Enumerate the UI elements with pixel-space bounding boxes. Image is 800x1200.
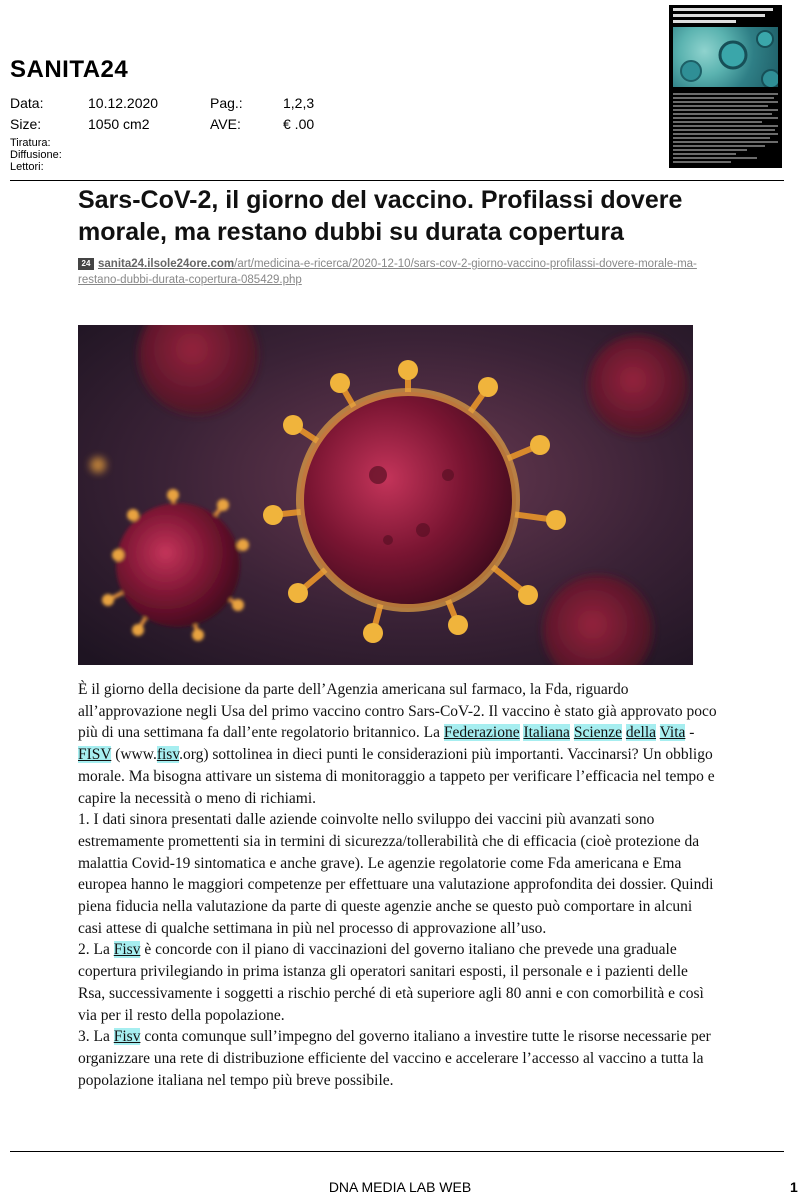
tiratura-label: Tiratura: — [10, 137, 51, 149]
link-fisv-url[interactable]: fisv — [156, 746, 180, 764]
date-label: Data: — [10, 95, 44, 111]
lettori-label: Lettori: — [10, 161, 44, 173]
footer-agency: DNA MEDIA LAB WEB — [328, 1179, 472, 1195]
diffusione-label: Diffusione: — [10, 149, 62, 161]
url-host[interactable]: sanita24.ilsole24ore.com — [98, 258, 235, 270]
thumbnail-title-lines — [673, 8, 778, 26]
paragraph-point-3: 3. La Fisv conta comunque sull’impegno del governo italiano a investire tutte le risorse necessarie per organizzare una rete di distribuzione efficiente del vaccino e accelerare l’accesso al vaccino a tutta la popolazione italiana nel tempo più breve possibile. — [78, 1028, 711, 1089]
page-value: 1,2,3 — [283, 95, 315, 111]
footer-divider — [10, 1151, 784, 1152]
thumbnail-text-lines — [673, 93, 778, 165]
date-value: 10.12.2020 — [88, 95, 159, 111]
link-fisv[interactable]: FISV — [78, 746, 112, 764]
article-photo-virus — [78, 325, 693, 665]
article-headline: Sars-CoV-2, il giorno del vaccino. Profilassi dovere morale, ma restano dubbi su durata copertura — [78, 186, 683, 246]
paragraph-intro: È il giorno della decisione da parte dell’Agenzia americana sul farmaco, la Fda, riguardo all’approvazione negli Usa del primo vaccino contro Sars-CoV-2. Il vaccino è stato già approvato poco più di una settimana fa dall’ente regolatorio britannico. La Federazione Italiana Scienze della Vita - FISV (www.fisv.org) sottolinea in dieci punti le considerazioni più importanti. Vaccinarsi? Un obbligo morale. Ma bisogna attivare un sistema di monitoraggio a tappeto per verificare l’efficacia nel tempo e capire la necessità o meno di richiami. — [78, 681, 717, 807]
link-della[interactable]: della — [625, 724, 657, 742]
size-value: 1050 cm2 — [88, 116, 150, 132]
link-italiana[interactable]: Italiana — [523, 724, 570, 742]
ave-value: € .00 — [283, 116, 315, 132]
link-federazione[interactable]: Federazione — [443, 724, 520, 742]
thumbnail-virus-graphic — [673, 27, 778, 87]
link-vita[interactable]: Vita — [659, 724, 686, 742]
page-label: Pag.: — [210, 95, 243, 111]
url-path[interactable]: /art/medicina-e-ricerca/2020-12-10/sars-cov-2-giorno-vaccino-profilassi-dovere-morale-ma-restano-dubbi-durata-copertura-085429.php — [78, 258, 697, 286]
source-logo-icon: 24 — [78, 258, 94, 270]
header-divider — [10, 180, 784, 181]
page-thumbnail[interactable] — [669, 5, 782, 168]
article-source-link[interactable] — [78, 256, 698, 288]
ave-label: AVE: — [210, 116, 241, 132]
thumbnail-image — [673, 27, 778, 87]
paragraph-point-2: 2. La Fisv è concorde con il piano di vaccinazioni del governo italiano che prevede una graduale copertura privilegiando in prima istanza gli operatori sanitari esposti, il personale e i pazienti delle Rsa, successivamente i soggetti a rischio perché di età superiore agli 80 anni e con comorbilità e così via per il resto della popolazione. — [78, 941, 704, 1024]
link-scienze[interactable]: Scienze — [573, 724, 623, 742]
paragraph-point-1: 1. I dati sinora presentati dalle aziende coinvolte nello sviluppo dei vaccini più avanzati sono estremamente promettenti sia in termini di sicurezza/tollerabilità che di efficacia (cioè protezione da malattia Covid-19 sintomatica e anche grave). Le agenzie regolatorie come Fda americana e Ema europea hanno le maggiori competenze per effettuare una valutazione approfondita dei dossier. Quindi piena fiducia nella valutazione da parte di queste agenzie anche se questo può comportare in alcuni casi attese di qualche settimana in più nel processo di approvazione all’uso. — [78, 811, 714, 937]
publication-title: SANITA24 — [10, 56, 129, 83]
link-fisv-2[interactable]: Fisv — [113, 941, 141, 959]
size-label: Size: — [10, 116, 42, 132]
article-body — [78, 679, 718, 1091]
footer-page-number: 1 — [790, 1179, 798, 1195]
link-fisv-3[interactable]: Fisv — [113, 1028, 141, 1046]
